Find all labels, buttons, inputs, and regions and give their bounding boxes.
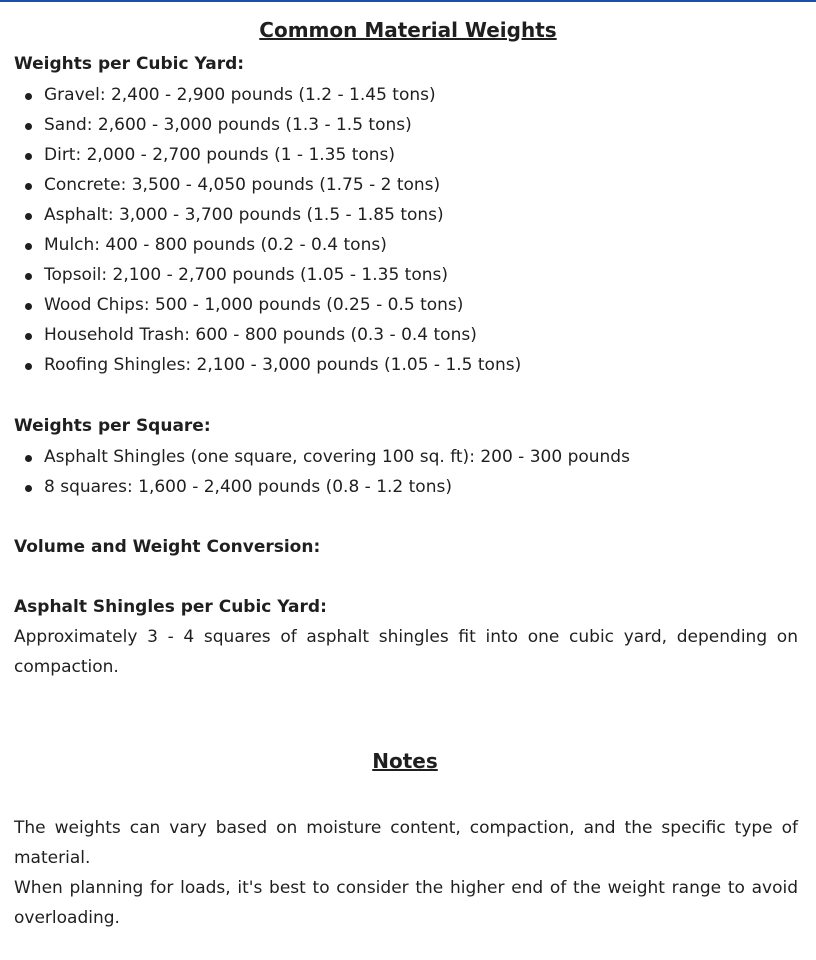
list-item: Roofing Shingles: 2,100 - 3,000 pounds (1.05 - 1.5 tons) [14,350,521,380]
list-item: Dirt: 2,000 - 2,700 pounds (1 - 1.35 tons) [14,140,521,170]
list-item: Gravel: 2,400 - 2,900 pounds (1.2 - 1.45 tons) [14,80,521,110]
conversion-heading: Volume and Weight Conversion: [14,537,321,557]
notes-paragraph-1: The weights can vary based on moisture content, compaction, and the specific type of material. [14,818,798,868]
page-title: Common Material Weights [259,18,557,42]
list-item: Concrete: 3,500 - 4,050 pounds (1.75 - 2 tons) [14,170,521,200]
list-item: Asphalt Shingles (one square, covering 100 sq. ft): 200 - 300 pounds [14,442,630,472]
list-item: Mulch: 400 - 800 pounds (0.2 - 0.4 tons) [14,230,521,260]
list-item: Asphalt: 3,000 - 3,700 pounds (1.5 - 1.85 tons) [14,200,521,230]
square-list [14,442,630,502]
cubic-yard-list [14,80,521,380]
shingles-per-yard-heading: Asphalt Shingles per Cubic Yard: [14,597,327,617]
list-item: 8 squares: 1,600 - 2,400 pounds (0.8 - 1.2 tons) [14,472,630,502]
cubic-yard-heading: Weights per Cubic Yard: [14,54,245,74]
top-accent-bar [0,0,816,2]
list-item: Household Trash: 600 - 800 pounds (0.3 - 0.4 tons) [14,320,521,350]
notes-paragraph-2: When planning for loads, it's best to consider the higher end of the weight range to avoid overloading. [14,878,798,928]
list-item: Sand: 2,600 - 3,000 pounds (1.3 - 1.5 tons) [14,110,521,140]
square-heading: Weights per Square: [14,416,211,436]
notes-title: Notes [372,749,438,773]
list-item: Topsoil: 2,100 - 2,700 pounds (1.05 - 1.35 tons) [14,260,521,290]
shingles-per-yard-text: Approximately 3 - 4 squares of asphalt shingles fit into one cubic yard, depending on compaction. [14,627,798,677]
list-item: Wood Chips: 500 - 1,000 pounds (0.25 - 0.5 tons) [14,290,521,320]
